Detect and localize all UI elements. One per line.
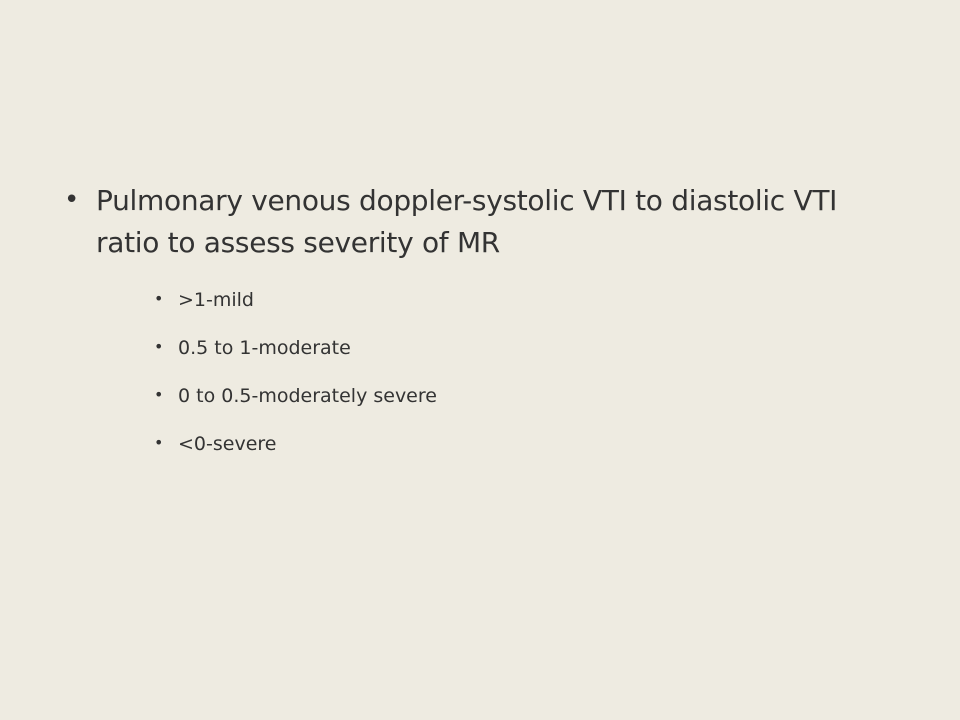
main-bullet-item xyxy=(60,180,880,264)
list-item xyxy=(60,372,880,420)
sub-bullet-list xyxy=(60,276,880,468)
sub-bullet-text: <0-severe xyxy=(178,433,277,455)
bullet-icon: • xyxy=(154,337,164,356)
sub-bullet-text: 0.5 to 1-moderate xyxy=(178,337,351,359)
sub-bullet-text: 0 to 0.5-moderately severe xyxy=(178,385,437,407)
list-item xyxy=(60,324,880,372)
bullet-icon: • xyxy=(64,185,80,215)
list-item xyxy=(60,420,880,468)
bullet-icon: • xyxy=(154,433,164,452)
list-item xyxy=(60,276,880,324)
bullet-icon: • xyxy=(154,385,164,404)
bullet-icon: • xyxy=(154,289,164,308)
main-bullet-text: Pulmonary venous doppler-systolic VTI to diastolic VTI ratio to assess severity of MR xyxy=(96,184,838,259)
slide-content xyxy=(60,180,880,468)
sub-bullet-text: >1-mild xyxy=(178,289,254,311)
